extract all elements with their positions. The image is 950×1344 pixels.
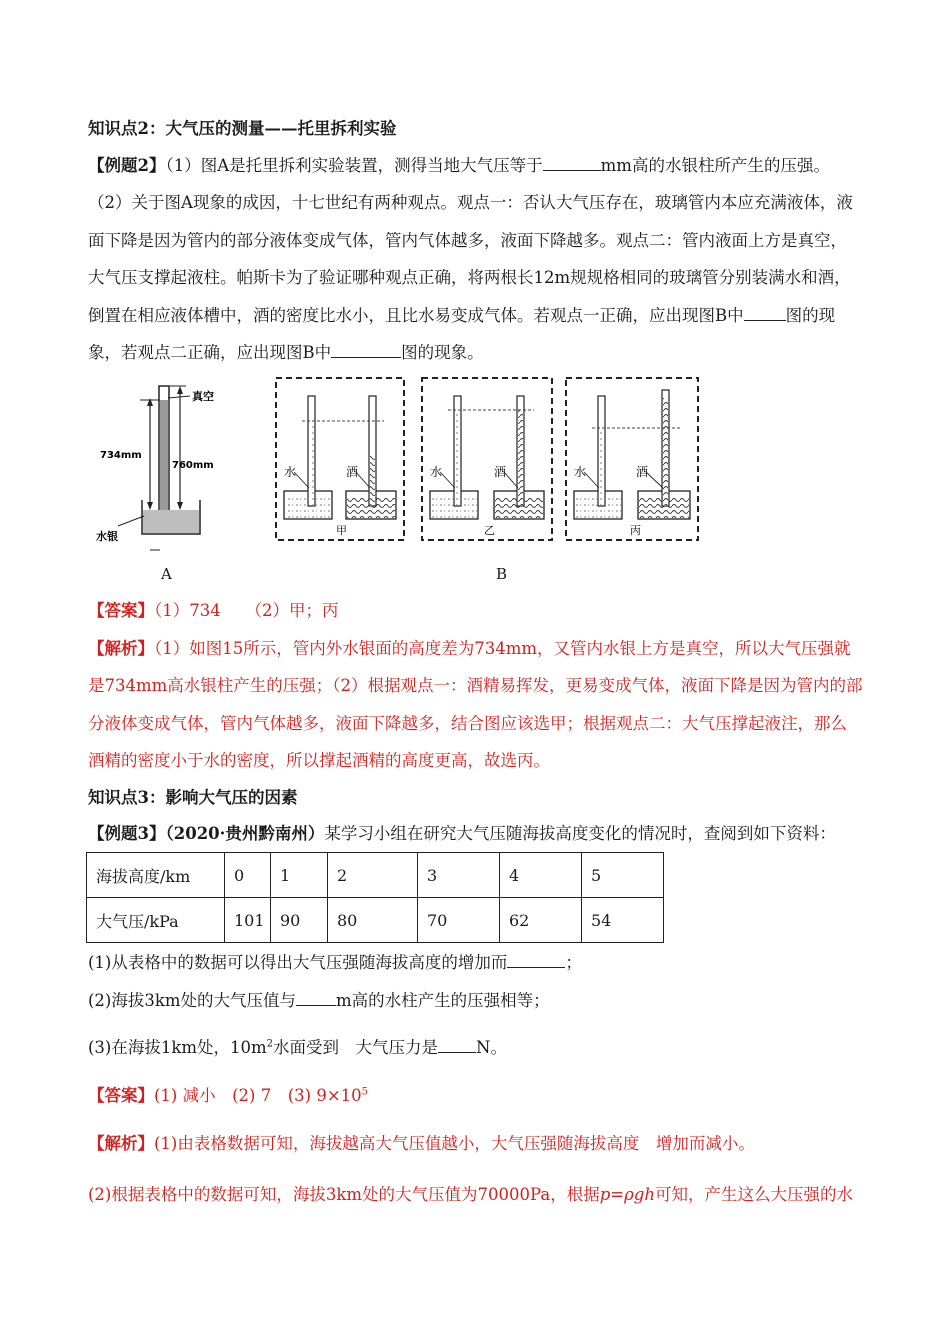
panel-label-yi: 乙 <box>484 524 495 537</box>
answer-blank <box>331 343 401 358</box>
example2-q2-line5 <box>88 342 484 364</box>
basin-mercury <box>143 510 199 533</box>
example2-q2-line4 <box>88 305 835 327</box>
answer-blank <box>507 953 565 968</box>
answer2-text: （1）734 （2）甲；丙 <box>154 601 339 620</box>
explanation2-line1 <box>88 638 851 660</box>
figure-a-caption: A <box>161 565 172 583</box>
table-cell: 4 <box>500 853 582 898</box>
example3-text: 某学习小组在研究大气压随海拔高度变化的情况时，查阅到如下资料： <box>324 824 836 843</box>
figure-a-torricelli <box>90 378 260 558</box>
section-title-kp2: 知识点2：大气压的测量——托里拆利实验 <box>88 119 397 138</box>
explanation3-line2-end: 可知，产生这么大压强的水 <box>654 1185 853 1204</box>
explanation3-line2-text: (2)根据表格中的数据可知，海拔3km处的大气压值为70000Pa，根据 <box>88 1185 600 1204</box>
altitude-pressure-table <box>86 852 664 943</box>
example2-q2-line5-end: 图的现象。 <box>401 343 484 362</box>
sub3-end: N。 <box>476 1038 507 1057</box>
explanation2-line2: 是734mm高水银柱产生的压强；（2）根据观点一：酒精易挥发，更易变成气体，液面下降是因为管内的部 <box>88 676 863 695</box>
explanation2-line3: 分液体变成气体，管内气体越多，液面下降越多，结合图应该选甲；根据观点二：大气压撑起液注，那么 <box>88 714 847 733</box>
example2-q2-line2: 面下降是因为管内的部分液体变成气体，管内气体越多，液面下降越多。观点二：管内液面上方是真空， <box>88 231 847 250</box>
example2-q1-text-end: mm高的水银柱所产生的压强。 <box>600 156 830 175</box>
answer2 <box>88 600 339 622</box>
table-cell: 海拔高度/km <box>87 853 225 898</box>
example2-q2-line4-end: 图的现 <box>785 306 836 325</box>
panel-label-bing: 丙 <box>630 524 641 537</box>
example2-q2-line4-text: 倒置在相应液体槽中，酒的密度比水小，且比水易变成气体。若观点一正确，应出现图B中 <box>88 306 744 325</box>
table-cell: 70 <box>418 898 500 943</box>
table-row <box>87 898 664 943</box>
explanation3-line1 <box>88 1133 755 1155</box>
panel-bing <box>566 378 698 540</box>
table-cell: 54 <box>582 898 664 943</box>
example2-q1 <box>88 155 830 177</box>
example2-q2-line5-text: 象，若观点二正确，应出现图B中 <box>88 343 332 362</box>
example3-sub1 <box>88 952 582 974</box>
table-cell: 5 <box>582 853 664 898</box>
label-760mm: 760mm <box>172 460 214 471</box>
explanation3-tag: 【解析】 <box>88 1134 154 1153</box>
answer2-tag: 【答案】 <box>88 601 154 620</box>
table-cell: 62 <box>500 898 582 943</box>
example2-tag: 【例题2】 <box>88 156 166 175</box>
answer-blank <box>296 991 336 1006</box>
table-cell: 90 <box>271 898 328 943</box>
table-row <box>87 853 664 898</box>
table-cell: 80 <box>328 898 418 943</box>
figure-b-panels <box>272 376 704 544</box>
sub1-text: (1)从表格中的数据可以得出大气压强随海拔高度的增加而 <box>88 953 508 972</box>
example3-sub3 <box>88 1037 507 1059</box>
answer3-superscript: 5 <box>361 1086 369 1098</box>
label-wine: 酒 <box>636 465 649 479</box>
label-734mm: 734mm <box>100 450 142 461</box>
label-mercury: 水银 <box>96 530 118 543</box>
explanation2-text: （1）如图15所示，管内外水银面的高度差为734mm，又管内水银上方是真空，所以大气压强就 <box>154 639 851 658</box>
label-water: 水 <box>430 465 443 479</box>
explanation2-tag: 【解析】 <box>88 639 154 658</box>
label-wine: 酒 <box>346 465 359 479</box>
label-water: 水 <box>284 465 297 479</box>
explanation2-line4: 酒精的密度小于水的密度，所以撑起酒精的高度更高，故选丙。 <box>88 751 550 770</box>
panel-jia <box>276 378 404 540</box>
answer3 <box>88 1085 368 1107</box>
explanation3-text: (1)由表格数据可知，海拔越高大气压值越小，大气压强随海拔高度 增加而减小。 <box>154 1134 755 1153</box>
mercury-column <box>160 400 168 512</box>
example2-q1-text: （1）图A是托里拆利实验装置，测得当地大气压等于 <box>165 156 543 175</box>
section-title-kp3: 知识点3：影响大气压的因素 <box>88 788 298 807</box>
answer-blank <box>543 156 601 171</box>
label-vacuum: 真空 <box>192 390 214 403</box>
label-water: 水 <box>574 465 587 479</box>
example3-question <box>88 823 836 845</box>
sub3-superscript: 2 <box>266 1038 274 1050</box>
pressure-formula: p=ρgh <box>599 1185 655 1204</box>
table-cell: 1 <box>271 853 328 898</box>
sub2-text: (2)海拔3km处的大气压值与 <box>88 991 297 1010</box>
table-cell: 0 <box>225 853 271 898</box>
figure-b-caption: B <box>496 565 508 583</box>
answer-blank <box>744 306 786 321</box>
label-wine: 酒 <box>494 465 507 479</box>
example3-tag: 【例题3】 <box>88 824 166 843</box>
answer3-tag: 【答案】 <box>88 1086 154 1105</box>
table-cell: 101 <box>225 898 271 943</box>
explanation3-line2 <box>88 1184 853 1206</box>
example3-sub2 <box>88 990 550 1012</box>
sub3-text-mid: 水面受到 大气压力是 <box>273 1038 439 1057</box>
table-cell: 大气压/kPa <box>87 898 225 943</box>
sub3-text: (3)在海拔1km处，10m <box>88 1038 267 1057</box>
panel-yi <box>422 378 552 540</box>
sub2-end: m高的水柱产生的压强相等； <box>336 991 550 1010</box>
table-cell: 2 <box>328 853 418 898</box>
answer-blank <box>438 1038 476 1053</box>
example3-source: （2020·贵州黔南州） <box>165 824 325 843</box>
sub1-end: ； <box>565 953 582 972</box>
example2-q2-line3: 大气压支撑起液柱。帕斯卡为了验证哪种观点正确，将两根长12m规规格相同的玻璃管分别装满水和酒， <box>88 268 851 287</box>
example2-q2-line1: （2）关于图A现象的成因，十七世纪有两种观点。观点一：否认大气压存在，玻璃管内本应充满液体，液 <box>88 193 853 212</box>
panel-label-jia: 甲 <box>336 524 347 537</box>
answer3-text: (1) 减小 (2) 7 (3) 9×10 <box>154 1086 362 1105</box>
table-cell: 3 <box>418 853 500 898</box>
